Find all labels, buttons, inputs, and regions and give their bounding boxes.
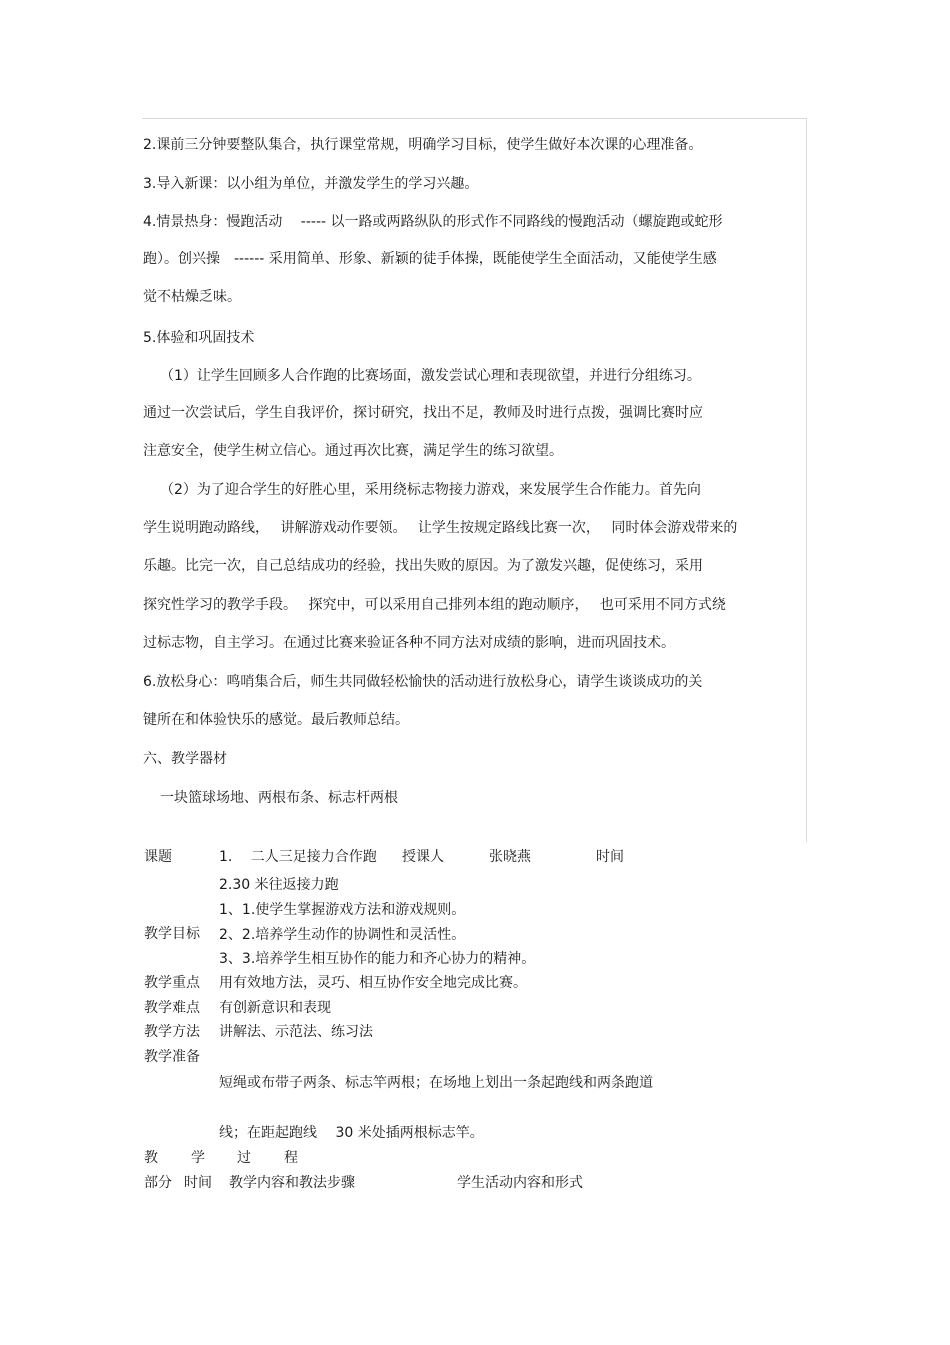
paragraph-5-2-line-5: 过标志物，自主学习。在通过比赛来验证各种不同方法对成绩的影响，进而巩固技术。	[143, 635, 675, 651]
column-teaching-content: 教学内容和教法步骤	[229, 1175, 355, 1191]
paragraph-5-1-line-3: 注意安全，使学生树立信心。通过再次比赛，满足学生的练习欲望。	[143, 443, 563, 459]
column-student-activity: 学生活动内容和形式	[457, 1175, 583, 1191]
teacher-name: 张晓燕	[489, 849, 531, 865]
goal-3: 3、3.培养学生相互协作的能力和齐心协力的精神。	[219, 951, 536, 967]
process-char-1: 教	[144, 1150, 158, 1166]
process-char-3: 过	[237, 1150, 251, 1166]
paragraph-5-heading: 5.体验和巩固技术	[143, 330, 255, 346]
paragraph-2: 2.课前三分钟要整队集合，执行课堂常规，明确学习目标，使学生做好本次课的心理准备。	[143, 137, 703, 153]
paragraph-4-line-3: 觉不枯燥乏味。	[143, 289, 241, 305]
focus-text: 用有效地方法，灵巧、相互协作安全地完成比赛。	[219, 975, 527, 991]
paragraph-6-line-2: 键所在和体验快乐的感觉。最后教师总结。	[143, 712, 409, 728]
paragraph-4-line-2: 跑）。创兴操 ------ 采用简单、形象、新颖的徒手体操，既能使学生全面活动，又能使学生感	[143, 251, 717, 267]
method-text: 讲解法、示范法、练习法	[219, 1024, 373, 1040]
paragraph-3: 3.导入新课：以小组为单位，并激发学生的学习兴趣。	[143, 176, 479, 192]
section-6-heading: 六、教学器材	[143, 751, 227, 767]
time-label: 时间	[596, 849, 624, 865]
equipment-list: 一块篮球场地、两根布条、标志杆两根	[160, 790, 398, 806]
process-char-4: 程	[284, 1150, 298, 1166]
goal-2: 2、2.培养学生动作的协调性和灵活性。	[219, 927, 466, 943]
column-part: 部分	[144, 1175, 172, 1191]
paragraph-5-1-line-1: （1）让学生回顾多人合作跑的比赛场面，激发尝试心理和表现欲望，并进行分组练习。	[160, 368, 701, 384]
prep-line-2: 线；在距起跑线 30 米处插两根标志竿。	[219, 1125, 484, 1141]
paragraph-6-line-1: 6.放松身心：鸣哨集合后，师生共同做轻松愉快的活动进行放松身心，请学生谈谈成功的关	[143, 674, 703, 690]
goals-label: 教学目标	[144, 926, 200, 942]
topic-2: 2.30 米往返接力跑	[219, 877, 339, 893]
topic-1: 1. 二人三足接力合作跑	[219, 849, 377, 865]
prep-line-1: 短绳或布带子两条、标志竿两根；在场地上划出一条起跑线和两条跑道	[219, 1075, 653, 1091]
teacher-label: 授课人	[402, 849, 444, 865]
paragraph-5-2-line-2: 学生说明跑动路线， 讲解游戏动作要领。 让学生按规定路线比赛一次， 同时体会游戏带来的	[143, 520, 738, 536]
topic-label: 课题	[144, 849, 172, 865]
focus-label: 教学重点	[144, 975, 200, 991]
paragraph-5-2-line-3: 乐趣。比完一次，自己总结成功的经验，找出失败的原因。为了激发兴趣，促使练习，采用	[143, 558, 703, 574]
process-char-2: 学	[191, 1150, 205, 1166]
prep-label: 教学准备	[144, 1049, 200, 1065]
paragraph-4-line-1: 4.情景热身：慢跑活动 ----- 以一路或两路纵队的形式作不同路线的慢跑活动（螺旋跑或蛇形	[143, 214, 723, 230]
method-label: 教学方法	[144, 1024, 200, 1040]
goal-1: 1、1.使学生掌握游戏方法和游戏规则。	[219, 902, 466, 918]
paragraph-5-2-line-4: 探究性学习的教学手段。 探究中，可以采用自己排列本组的跑动顺序， 也可采用不同方式绕	[143, 597, 726, 613]
difficulty-label: 教学难点	[144, 1000, 200, 1016]
difficulty-text: 有创新意识和表现	[219, 1000, 331, 1016]
paragraph-5-1-line-2: 通过一次尝试后，学生自我评价，探讨研究，找出不足，教师及时进行点拨，强调比赛时应	[143, 405, 703, 421]
paragraph-5-2-line-1: （2）为了迎合学生的好胜心里，采用绕标志物接力游戏，来发展学生合作能力。首先向	[160, 482, 701, 498]
column-time: 时间	[184, 1175, 212, 1191]
